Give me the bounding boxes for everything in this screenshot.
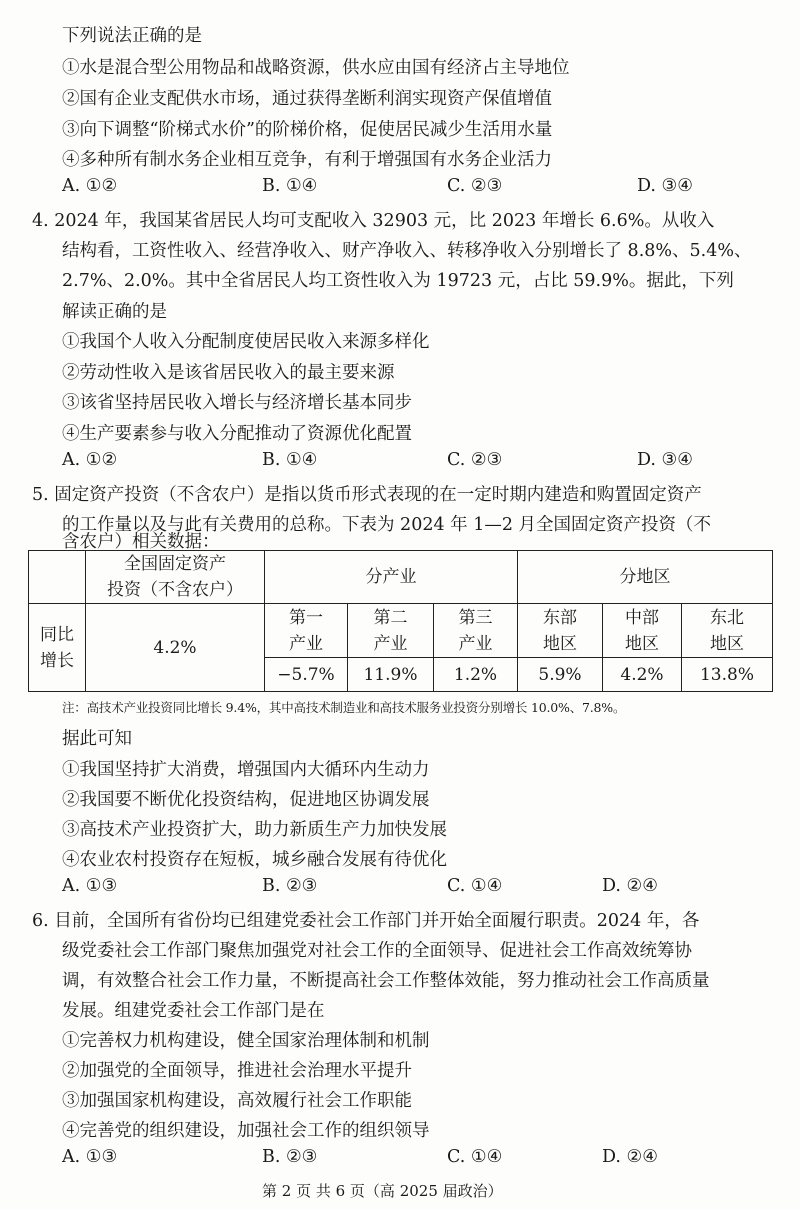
q3-option-d[interactable]: D. ③④ [637, 176, 693, 196]
q4-option-c[interactable]: C. ②③ [447, 450, 503, 470]
table-row-label: 同比 增长 [29, 604, 86, 692]
table-sub-header: 第一 产业 [265, 604, 348, 658]
q5-statement-4: ④农业农村投资存在短板，城乡融合发展有待优化 [62, 850, 447, 870]
table-sub-header: 东部 地区 [518, 604, 603, 658]
q5-statement-2: ②我国要不断优化投资结构，促进地区协调发展 [62, 790, 430, 810]
table-note: 注：高技术产业投资同比增长 9.4%，其中高技术制造业和高技术服务业投资分别增长 10.0%、7.8%。 [62, 700, 626, 715]
q5-option-b[interactable]: B. ②③ [262, 876, 318, 896]
table-header-industry: 分产业 [265, 551, 518, 604]
q6-stem-line-2: 级党委社会工作部门聚焦加强党对社会工作的全面领导、促进社会工作高效统筹协 [62, 941, 692, 961]
table-total-value: 4.2% [86, 604, 265, 692]
table-value-northeast: 13.8% [682, 658, 773, 692]
q4-option-d[interactable]: D. ③④ [637, 450, 693, 470]
table-sub-header: 中部 地区 [603, 604, 682, 658]
q5-lead: 据此可知 [62, 729, 132, 749]
q4-statement-2: ②劳动性收入是该省居民收入的最主要来源 [62, 363, 395, 383]
table-value-central: 4.2% [603, 658, 682, 692]
q3-option-a[interactable]: A. ①② [62, 176, 118, 196]
q5-stem-line-3: 含农户）相关数据： [62, 532, 220, 552]
table-header-region: 分地区 [518, 551, 773, 604]
q4-statement-3: ③该省坚持居民收入增长与经济增长基本同步 [62, 393, 412, 413]
q4-stem-line-3: 2.7%、2.0%。其中全省居民人均工资性收入为 19723 元，占比 59.9%。据此，下列 [62, 271, 734, 291]
q3-statement-2: ②国有企业支配供水市场，通过获得垄断利润实现资产保值增值 [62, 89, 552, 109]
q3-stem-end: 下列说法正确的是 [62, 26, 202, 46]
q5-option-c[interactable]: C. ①④ [447, 876, 503, 896]
q6-stem-line-3: 调，有效整合社会工作力量，不断提高社会工作整体效能，努力推动社会工作高质量 [62, 971, 710, 991]
q6-option-b[interactable]: B. ②③ [262, 1147, 318, 1167]
table-sub-header: 第三 产业 [434, 604, 518, 658]
q3-statement-3: ③向下调整“阶梯式水价”的阶梯价格，促使居民减少生活用水量 [62, 120, 553, 140]
table-value-secondary: 11.9% [348, 658, 434, 692]
table-header-total: 全国固定资产 投资（不含农户） [86, 551, 265, 604]
q3-option-c[interactable]: C. ②③ [447, 176, 503, 196]
q5-statement-3: ③高技术产业投资扩大，助力新质生产力加快发展 [62, 820, 447, 840]
q5-statement-1: ①我国坚持扩大消费，增强国内大循环内生动力 [62, 760, 430, 780]
q6-statement-4: ④完善党的组织建设，加强社会工作的组织领导 [62, 1121, 430, 1141]
q6-option-d[interactable]: D. ②④ [602, 1147, 658, 1167]
q4-statement-1: ①我国个人收入分配制度使居民收入来源多样化 [62, 332, 430, 352]
q5-stem-line-2: 的工作量以及与此有关费用的总称。下表为 2024 年 1—2 月全国固定资产投资（不 [62, 515, 712, 535]
q6-stem-line-1: 6. 目前，全国所有省份均已组建党委社会工作部门并开始全面履行职责。2024 年，各 [32, 911, 700, 931]
q4-option-a[interactable]: A. ①② [62, 450, 118, 470]
q6-statement-3: ③加强国家机构建设，高效履行社会工作职能 [62, 1091, 412, 1111]
table-value-east: 5.9% [518, 658, 603, 692]
q6-stem-line-4: 发展。组建党委社会工作部门是在 [62, 1001, 325, 1021]
q6-statement-2: ②加强党的全面领导，推进社会治理水平提升 [62, 1061, 412, 1081]
q4-stem-line-1: 4. 2024 年，我国某省居民人均可支配收入 32903 元，比 2023 年增长 6.6%。从收入 [32, 211, 715, 231]
investment-table [28, 550, 773, 692]
q4-option-b[interactable]: B. ①④ [262, 450, 318, 470]
q5-option-a[interactable]: A. ①③ [62, 876, 118, 896]
q4-stem-line-4: 解读正确的是 [62, 302, 167, 322]
table-value-tertiary: 1.2% [434, 658, 518, 692]
table-sub-header: 第二 产业 [348, 604, 434, 658]
q4-stem-line-2: 结构看，工资性收入、经营净收入、财产净收入、转移净收入分别增长了 8.8%、5.4%、 [62, 241, 752, 261]
q6-option-c[interactable]: C. ①④ [447, 1147, 503, 1167]
q5-stem-line-1: 5. 固定资产投资（不含农户）是指以货币形式表现的在一定时期内建造和购置固定资产 [32, 485, 702, 505]
table-value-primary: −5.7% [265, 658, 348, 692]
q3-statement-1: ①水是混合型公用物品和战略资源，供水应由国有经济占主导地位 [62, 58, 570, 78]
q6-option-a[interactable]: A. ①③ [62, 1147, 118, 1167]
page-footer: 第 2 页 共 6 页（高 2025 届政治） [262, 1182, 503, 1200]
q4-statement-4: ④生产要素参与收入分配推动了资源优化配置 [62, 424, 412, 444]
q5-option-d[interactable]: D. ②④ [602, 876, 658, 896]
table-corner [29, 551, 86, 604]
q6-statement-1: ①完善权力机构建设，健全国家治理体制和机制 [62, 1031, 430, 1051]
q3-statement-4: ④多种所有制水务企业相互竞争，有利于增强国有水务企业活力 [62, 150, 552, 170]
table-sub-header: 东北 地区 [682, 604, 773, 658]
q3-option-b[interactable]: B. ①④ [262, 176, 318, 196]
